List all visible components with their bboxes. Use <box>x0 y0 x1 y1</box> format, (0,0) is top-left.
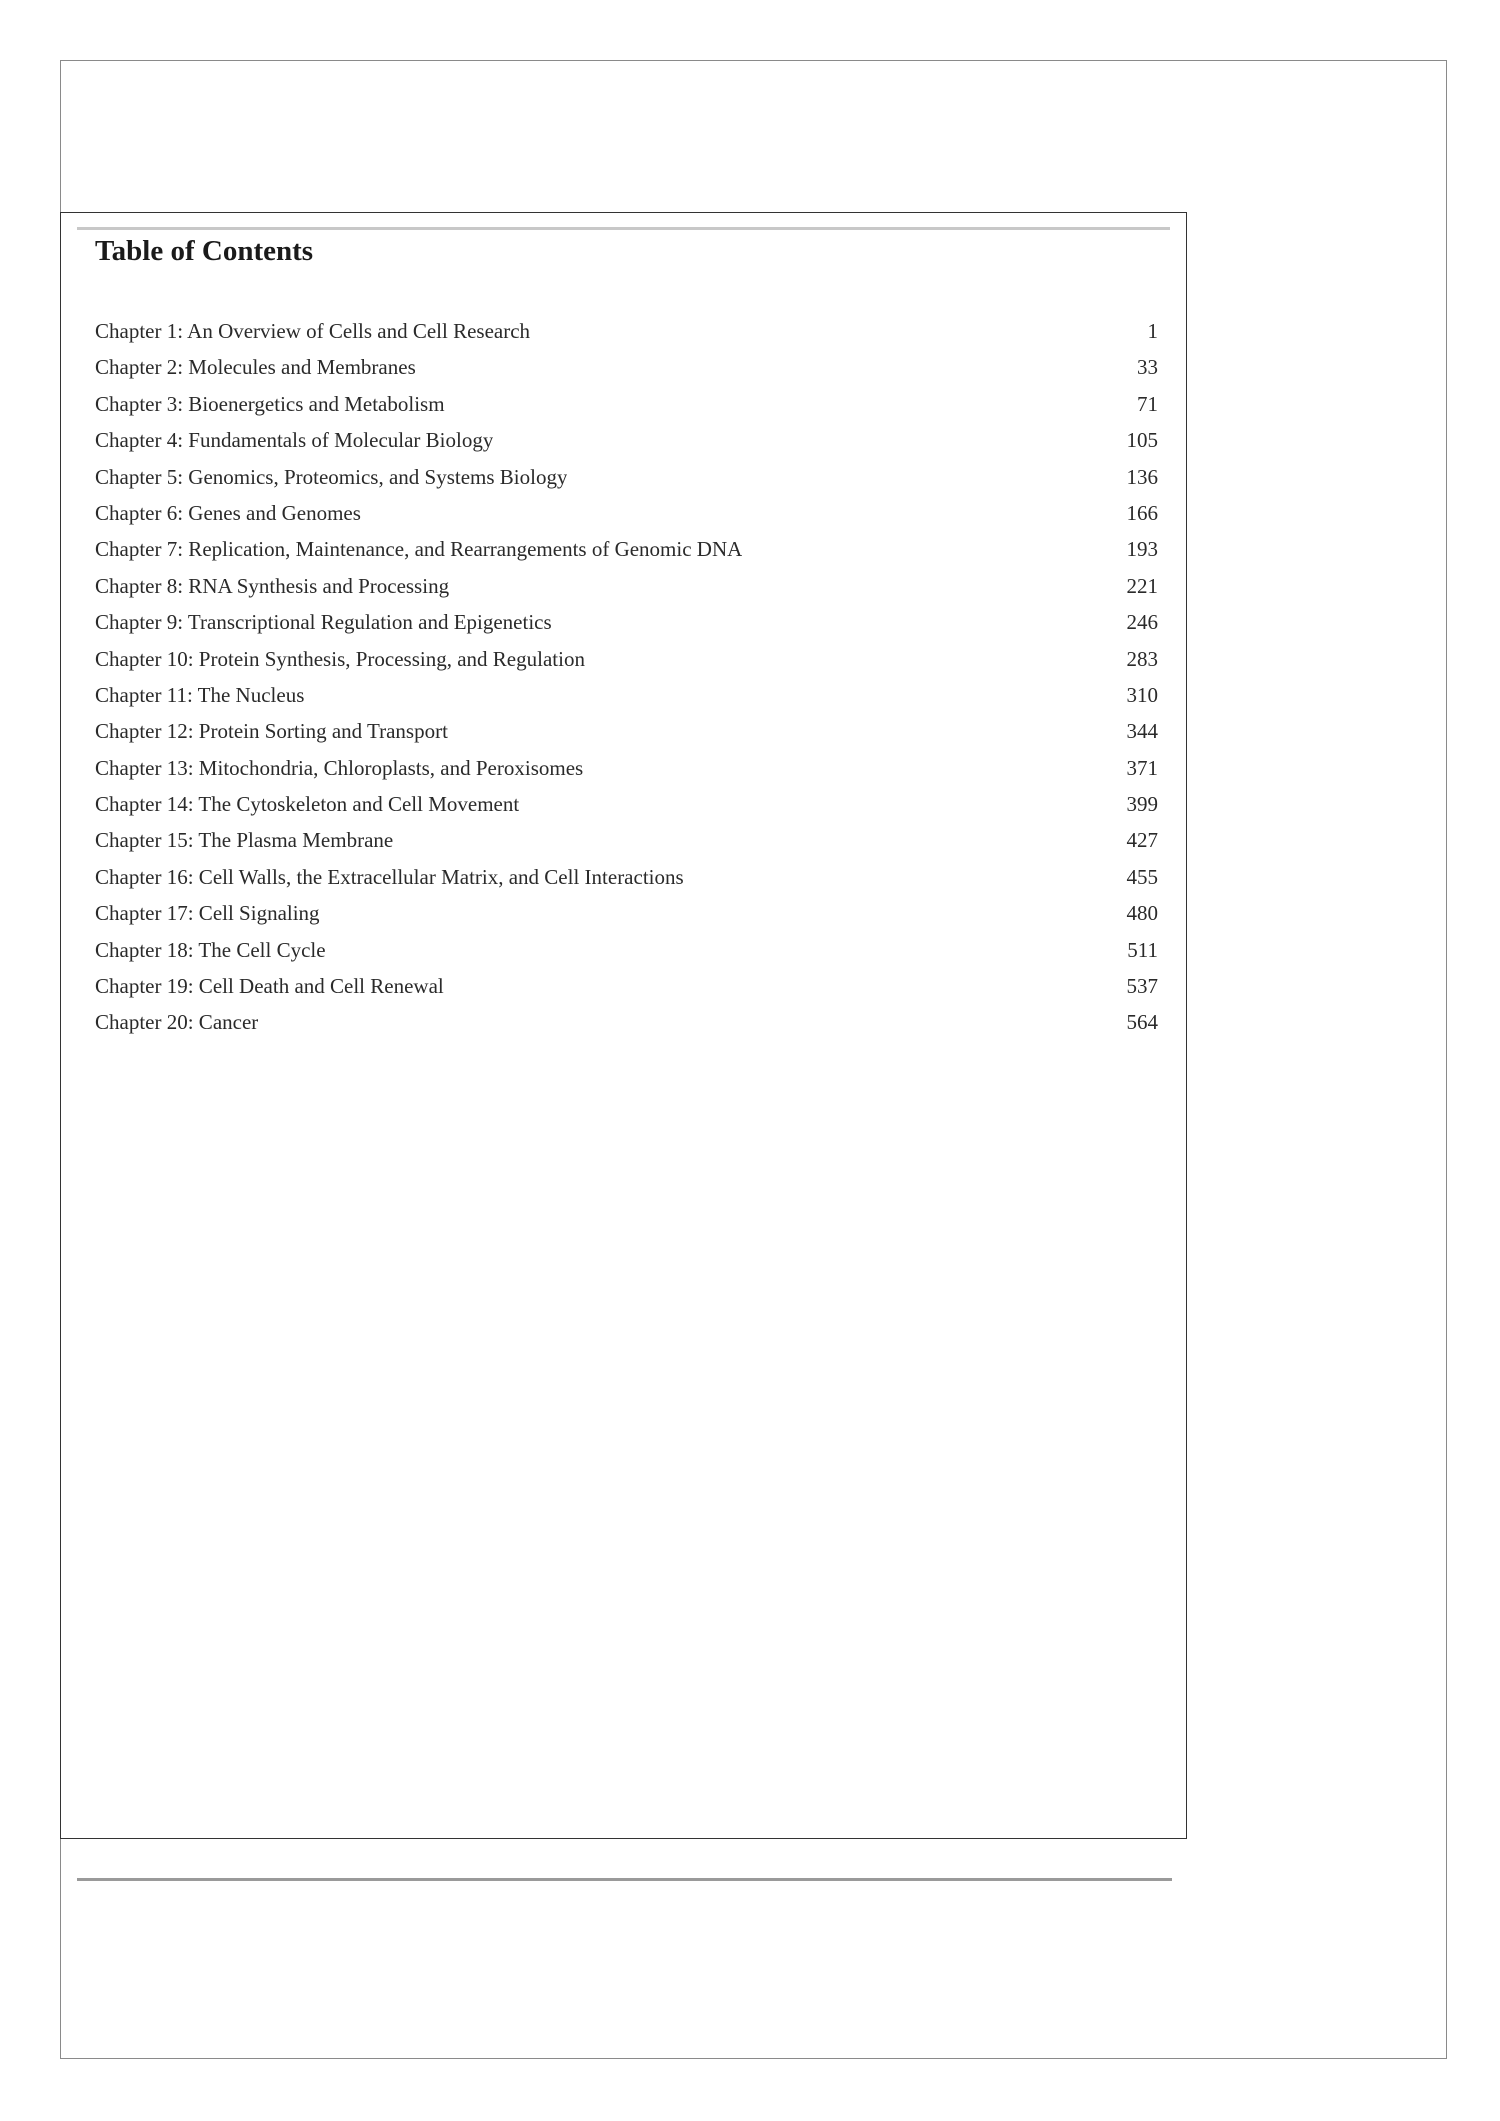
chapter-title: Chapter 14: The Cytoskeleton and Cell Movement <box>95 792 520 817</box>
chapter-title: Chapter 9: Transcriptional Regulation and Epigenetics <box>95 610 552 635</box>
chapter-page-number: 193 <box>1126 537 1158 562</box>
chapter-entry[interactable] <box>95 1010 1158 1046</box>
chapter-title: Chapter 17: Cell Signaling <box>95 901 320 926</box>
chapter-page-number: 136 <box>1126 464 1158 489</box>
chapter-entry[interactable] <box>95 574 1158 610</box>
chapter-page-number: 1 <box>1147 319 1158 343</box>
chapter-page-number: 33 <box>1137 355 1158 380</box>
chapter-page-number: 283 <box>1126 646 1158 671</box>
chapter-page-number: 537 <box>1126 974 1158 999</box>
chapter-entry[interactable] <box>95 756 1158 792</box>
page-title: Table of Contents <box>95 235 314 267</box>
chapter-page-number: 511 <box>1127 937 1158 962</box>
chapter-page-number: 105 <box>1126 428 1158 453</box>
chapter-title: Chapter 13: Mitochondria, Chloroplasts, and Peroxisomes <box>95 755 584 780</box>
chapter-entry[interactable] <box>95 901 1158 937</box>
table-of-contents-panel <box>60 212 1187 1839</box>
chapter-page-number: 427 <box>1126 828 1158 853</box>
chapter-title: Chapter 2: Molecules and Membranes <box>95 355 416 380</box>
chapter-entry[interactable] <box>95 647 1158 683</box>
chapter-page-number: 480 <box>1126 901 1158 926</box>
chapter-page-number: 455 <box>1126 864 1158 889</box>
footer-divider <box>77 1878 1172 1881</box>
chapter-entry[interactable] <box>95 683 1158 719</box>
chapter-page-number: 399 <box>1126 792 1158 817</box>
chapter-entry[interactable] <box>95 938 1158 974</box>
chapter-page-number: 310 <box>1126 682 1158 707</box>
chapter-entry[interactable] <box>95 537 1158 573</box>
title-divider <box>77 227 1170 230</box>
chapter-entry[interactable] <box>95 719 1158 755</box>
chapter-entry[interactable] <box>95 828 1158 864</box>
chapter-page-number: 221 <box>1126 573 1158 598</box>
chapter-entry[interactable] <box>95 974 1158 1010</box>
chapter-title: Chapter 7: Replication, Maintenance, and Rearrangements of Genomic DNA <box>95 537 743 562</box>
chapter-entry[interactable] <box>95 428 1158 464</box>
chapter-title: Chapter 4: Fundamentals of Molecular Biology <box>95 428 494 453</box>
chapter-title: Chapter 15: The Plasma Membrane <box>95 828 394 853</box>
chapter-entry[interactable] <box>95 392 1158 428</box>
chapter-title: Chapter 8: RNA Synthesis and Processing <box>95 573 450 598</box>
chapter-page-number: 344 <box>1126 719 1158 744</box>
chapter-title: Chapter 5: Genomics, Proteomics, and Systems Biology <box>95 464 568 489</box>
chapter-title: Chapter 1: An Overview of Cells and Cell Research <box>95 319 531 343</box>
chapter-entry[interactable] <box>95 465 1158 501</box>
chapter-entry[interactable] <box>95 610 1158 646</box>
chapter-page-number: 564 <box>1126 1010 1158 1035</box>
chapter-page-number: 71 <box>1137 391 1158 416</box>
chapter-list <box>95 319 1158 1047</box>
chapter-entry[interactable] <box>95 501 1158 537</box>
chapter-page-number: 371 <box>1126 755 1158 780</box>
chapter-entry[interactable] <box>95 355 1158 391</box>
chapter-entry[interactable] <box>95 792 1158 828</box>
chapter-entry[interactable] <box>95 865 1158 901</box>
chapter-title: Chapter 11: The Nucleus <box>95 682 305 707</box>
chapter-page-number: 246 <box>1126 610 1158 635</box>
chapter-title: Chapter 12: Protein Sorting and Transport <box>95 719 448 744</box>
chapter-title: Chapter 10: Protein Synthesis, Processing, and Regulation <box>95 646 585 671</box>
chapter-title: Chapter 19: Cell Death and Cell Renewal <box>95 974 444 999</box>
chapter-title: Chapter 20: Cancer <box>95 1010 259 1035</box>
chapter-title: Chapter 16: Cell Walls, the Extracellular Matrix, and Cell Interactions <box>95 864 684 889</box>
chapter-entry[interactable] <box>95 319 1158 355</box>
chapter-title: Chapter 18: The Cell Cycle <box>95 937 326 962</box>
chapter-title: Chapter 3: Bioenergetics and Metabolism <box>95 391 445 416</box>
chapter-title: Chapter 6: Genes and Genomes <box>95 500 361 525</box>
chapter-page-number: 166 <box>1126 500 1158 525</box>
